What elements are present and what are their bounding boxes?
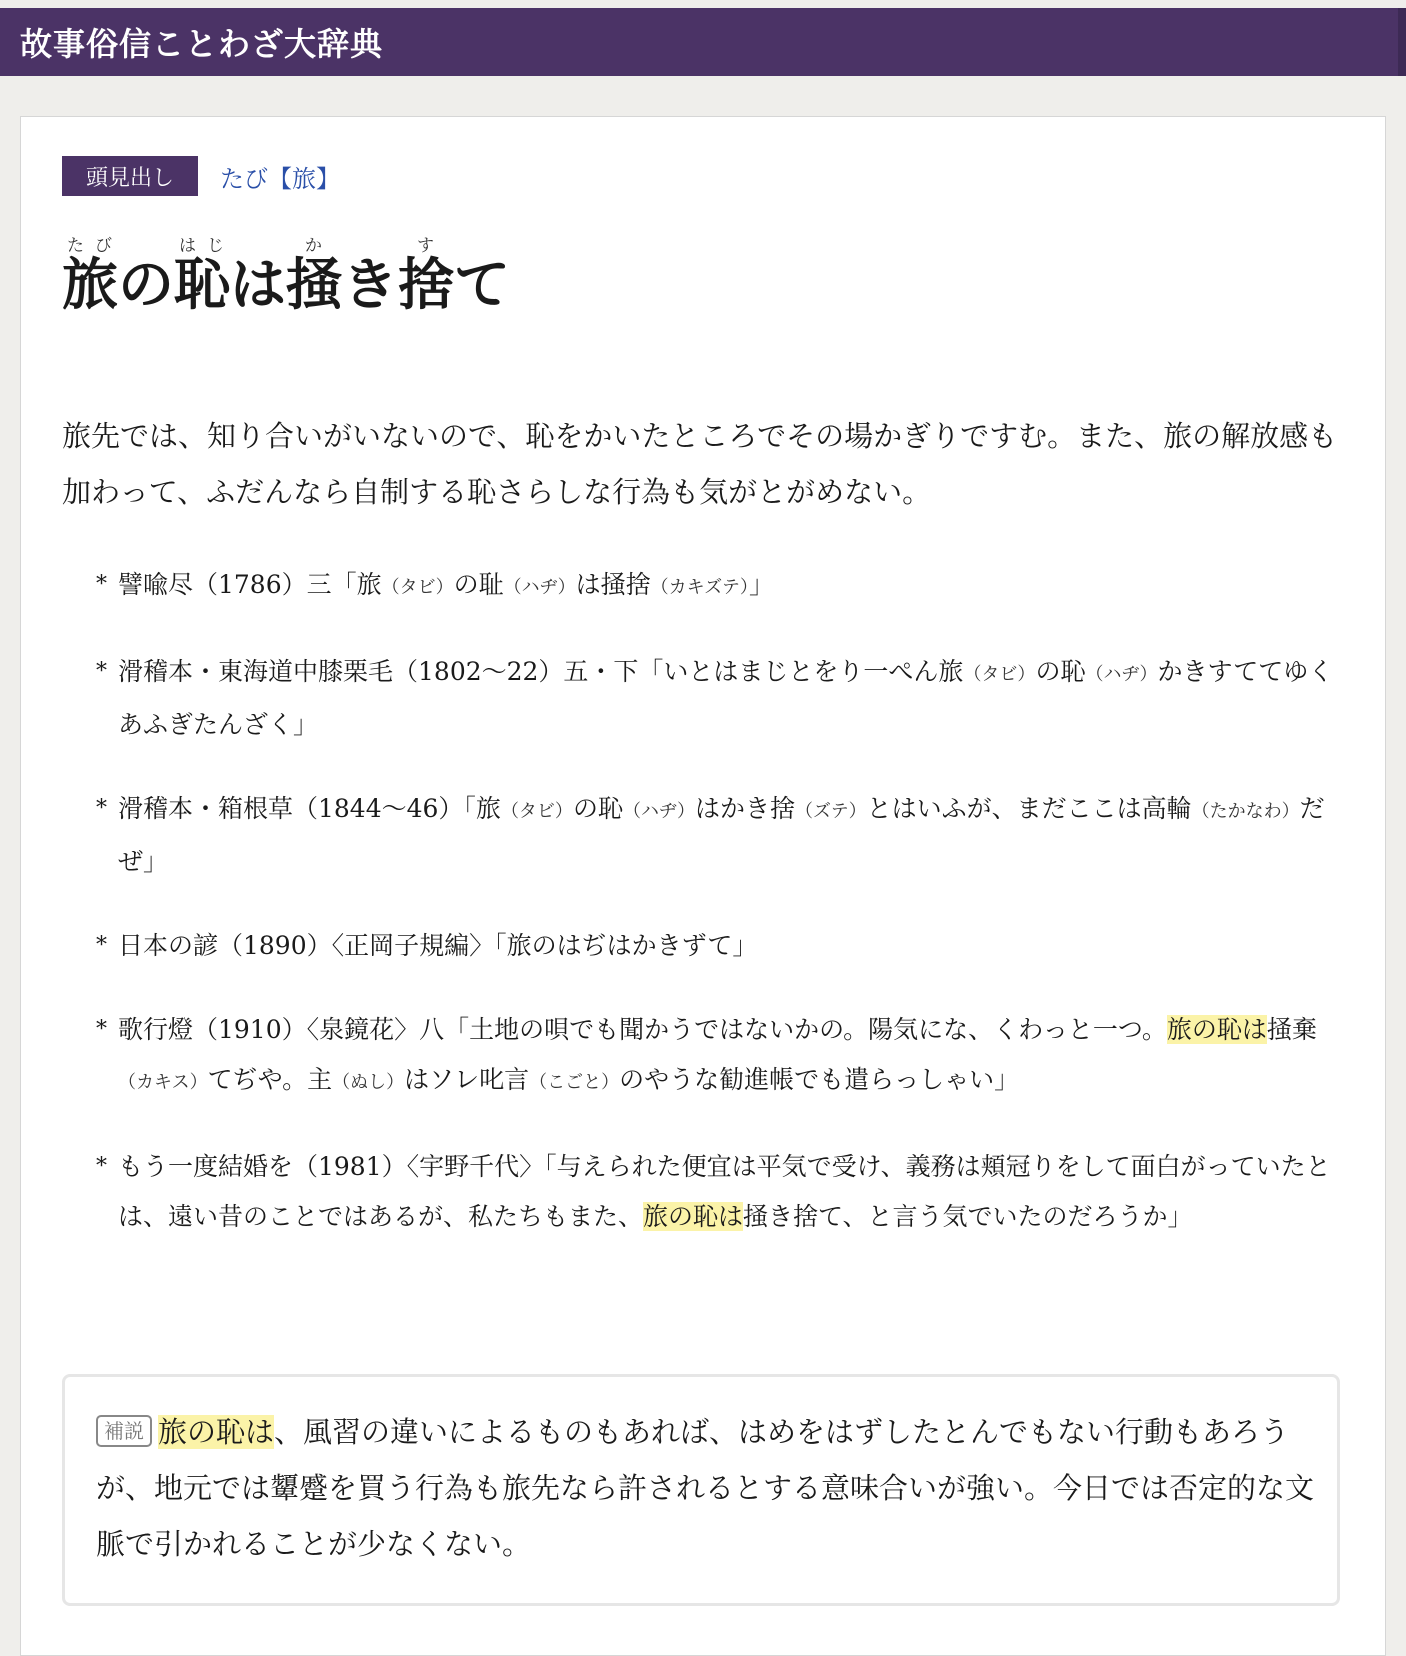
citation-highlight: 旅の恥は	[1166, 1015, 1267, 1044]
citation-text: 掻き捨て、と言う気でいたのだろうか」	[743, 1202, 1193, 1231]
citation-text: の恥	[572, 794, 623, 823]
citation-text: の耻	[453, 570, 504, 599]
citation-text: てぢや。主	[207, 1065, 333, 1094]
note-text	[96, 1404, 1336, 1572]
citation-text: のやうな勧進帳でも遣らっしゃい」	[619, 1065, 1020, 1094]
citation-reading: （ハヂ）	[503, 577, 576, 598]
citation-reading: （たかなわ）	[1191, 801, 1300, 822]
title-kanji: 恥はじ	[174, 236, 230, 318]
citation-item	[96, 647, 1346, 750]
citation-reading: （ハヂ）	[1085, 664, 1158, 685]
headword-badge: 頭見出し	[62, 156, 198, 196]
note-label: 補説	[96, 1415, 152, 1447]
citation-item	[96, 784, 1346, 887]
citation-text: はソレ叱言	[404, 1065, 530, 1094]
headword-row	[62, 156, 340, 196]
citation-reading: （タビ）	[500, 801, 573, 822]
citation-bullet: *	[96, 572, 107, 597]
note-highlight: 旅の恥は	[158, 1415, 275, 1449]
citation-bullet: *	[96, 933, 107, 958]
title-furigana: たび	[62, 236, 118, 256]
citation-text: 掻棄	[1266, 1015, 1317, 1044]
citation-bullet: *	[96, 659, 107, 684]
note-body: 、風習の違いによるものもあれば、はめをはずしたとんでもない行動もあろうが、地元では顰蹙を買う行為も旅先なら許されるとする意味合いが強い。今日では否定的な文脈で引かれることが少なくない。	[96, 1415, 1315, 1561]
definition-text: 旅先では、知り合いがいないので、恥をかいたところでその場かぎりですむ。また、旅の解放感も加わって、ふだんなら自制する恥さらしな行為も気がとがめない。	[62, 419, 1338, 509]
citation-text: だぜ」	[118, 794, 1325, 876]
title-furigana: か	[286, 236, 342, 256]
title-kana: き	[342, 252, 398, 318]
title-furigana: はじ	[174, 236, 230, 256]
citation-reading: （ズテ）	[794, 801, 867, 822]
citation-reading: （タビ）	[381, 577, 454, 598]
citation-reading: （ハヂ）	[622, 801, 695, 822]
header-edge	[1398, 8, 1406, 76]
citation-bullet: *	[96, 796, 107, 821]
citation-text: 滑稽本・東海道中膝栗毛（1802～22）五・下「いとはまじとをり一ぺん旅	[118, 657, 964, 686]
citation-text: の恥	[1035, 657, 1086, 686]
citation-text: はかき捨	[694, 794, 795, 823]
citation-reading: （カキス）	[118, 1072, 208, 1093]
citation-item	[96, 921, 1346, 971]
citation-highlight: 旅の恥は	[643, 1202, 744, 1231]
title-kanji: 掻か	[286, 236, 342, 318]
citation-text: 日本の諺（1890）〈正岡子規編〉「旅のはぢはかきずて」	[118, 931, 758, 960]
citation-bullet: *	[96, 1154, 107, 1179]
citation-text: 譬喩尽（1786）三「旅	[118, 570, 382, 599]
citation-bullet: *	[96, 1017, 107, 1042]
entry-title	[62, 236, 510, 318]
citation-list	[96, 560, 1346, 1276]
title-kana: は	[230, 252, 286, 318]
citation-text: 滑稽本・箱根草（1844～46）「旅	[118, 794, 501, 823]
citation-reading: （こごと）	[529, 1072, 620, 1093]
citation-text: もう一度結婚を（1981）〈宇野千代〉「与えられた便宜は平気で受け、義務は頬冠りをして面白がっていたとは、遠い昔のことではあるが、私たちもまた、	[118, 1152, 1331, 1231]
citation-text: とはいふが、まだここは高輪	[866, 794, 1192, 823]
citation-item	[96, 1142, 1346, 1242]
citation-reading: （カキズテ）	[650, 577, 749, 598]
title-kana: の	[118, 252, 174, 318]
citation-reading: （タビ）	[963, 664, 1036, 685]
citation-reading: （ぬし）	[332, 1072, 405, 1093]
citation-text: かきすててゆくあふぎたんざく」	[118, 657, 1334, 739]
citation-item	[96, 560, 1346, 613]
headword-link[interactable]: たび【旅】	[220, 164, 340, 193]
citation-item	[96, 1005, 1346, 1108]
citation-text: は掻捨	[575, 570, 651, 599]
title-kanji: 旅たび	[62, 236, 118, 318]
citation-text: 」	[748, 570, 774, 599]
citation-text: 歌行燈（1910）〈泉鏡花〉八「土地の唄でも聞かうではないかの。陽気にな、くわっと一つ。	[118, 1015, 1167, 1044]
app-header	[0, 8, 1406, 76]
app-title[interactable]: 故事俗信ことわざ大辞典	[20, 25, 384, 63]
title-kanji: 捨す	[398, 236, 454, 318]
title-furigana: す	[398, 236, 454, 256]
title-kana: て	[454, 252, 510, 318]
